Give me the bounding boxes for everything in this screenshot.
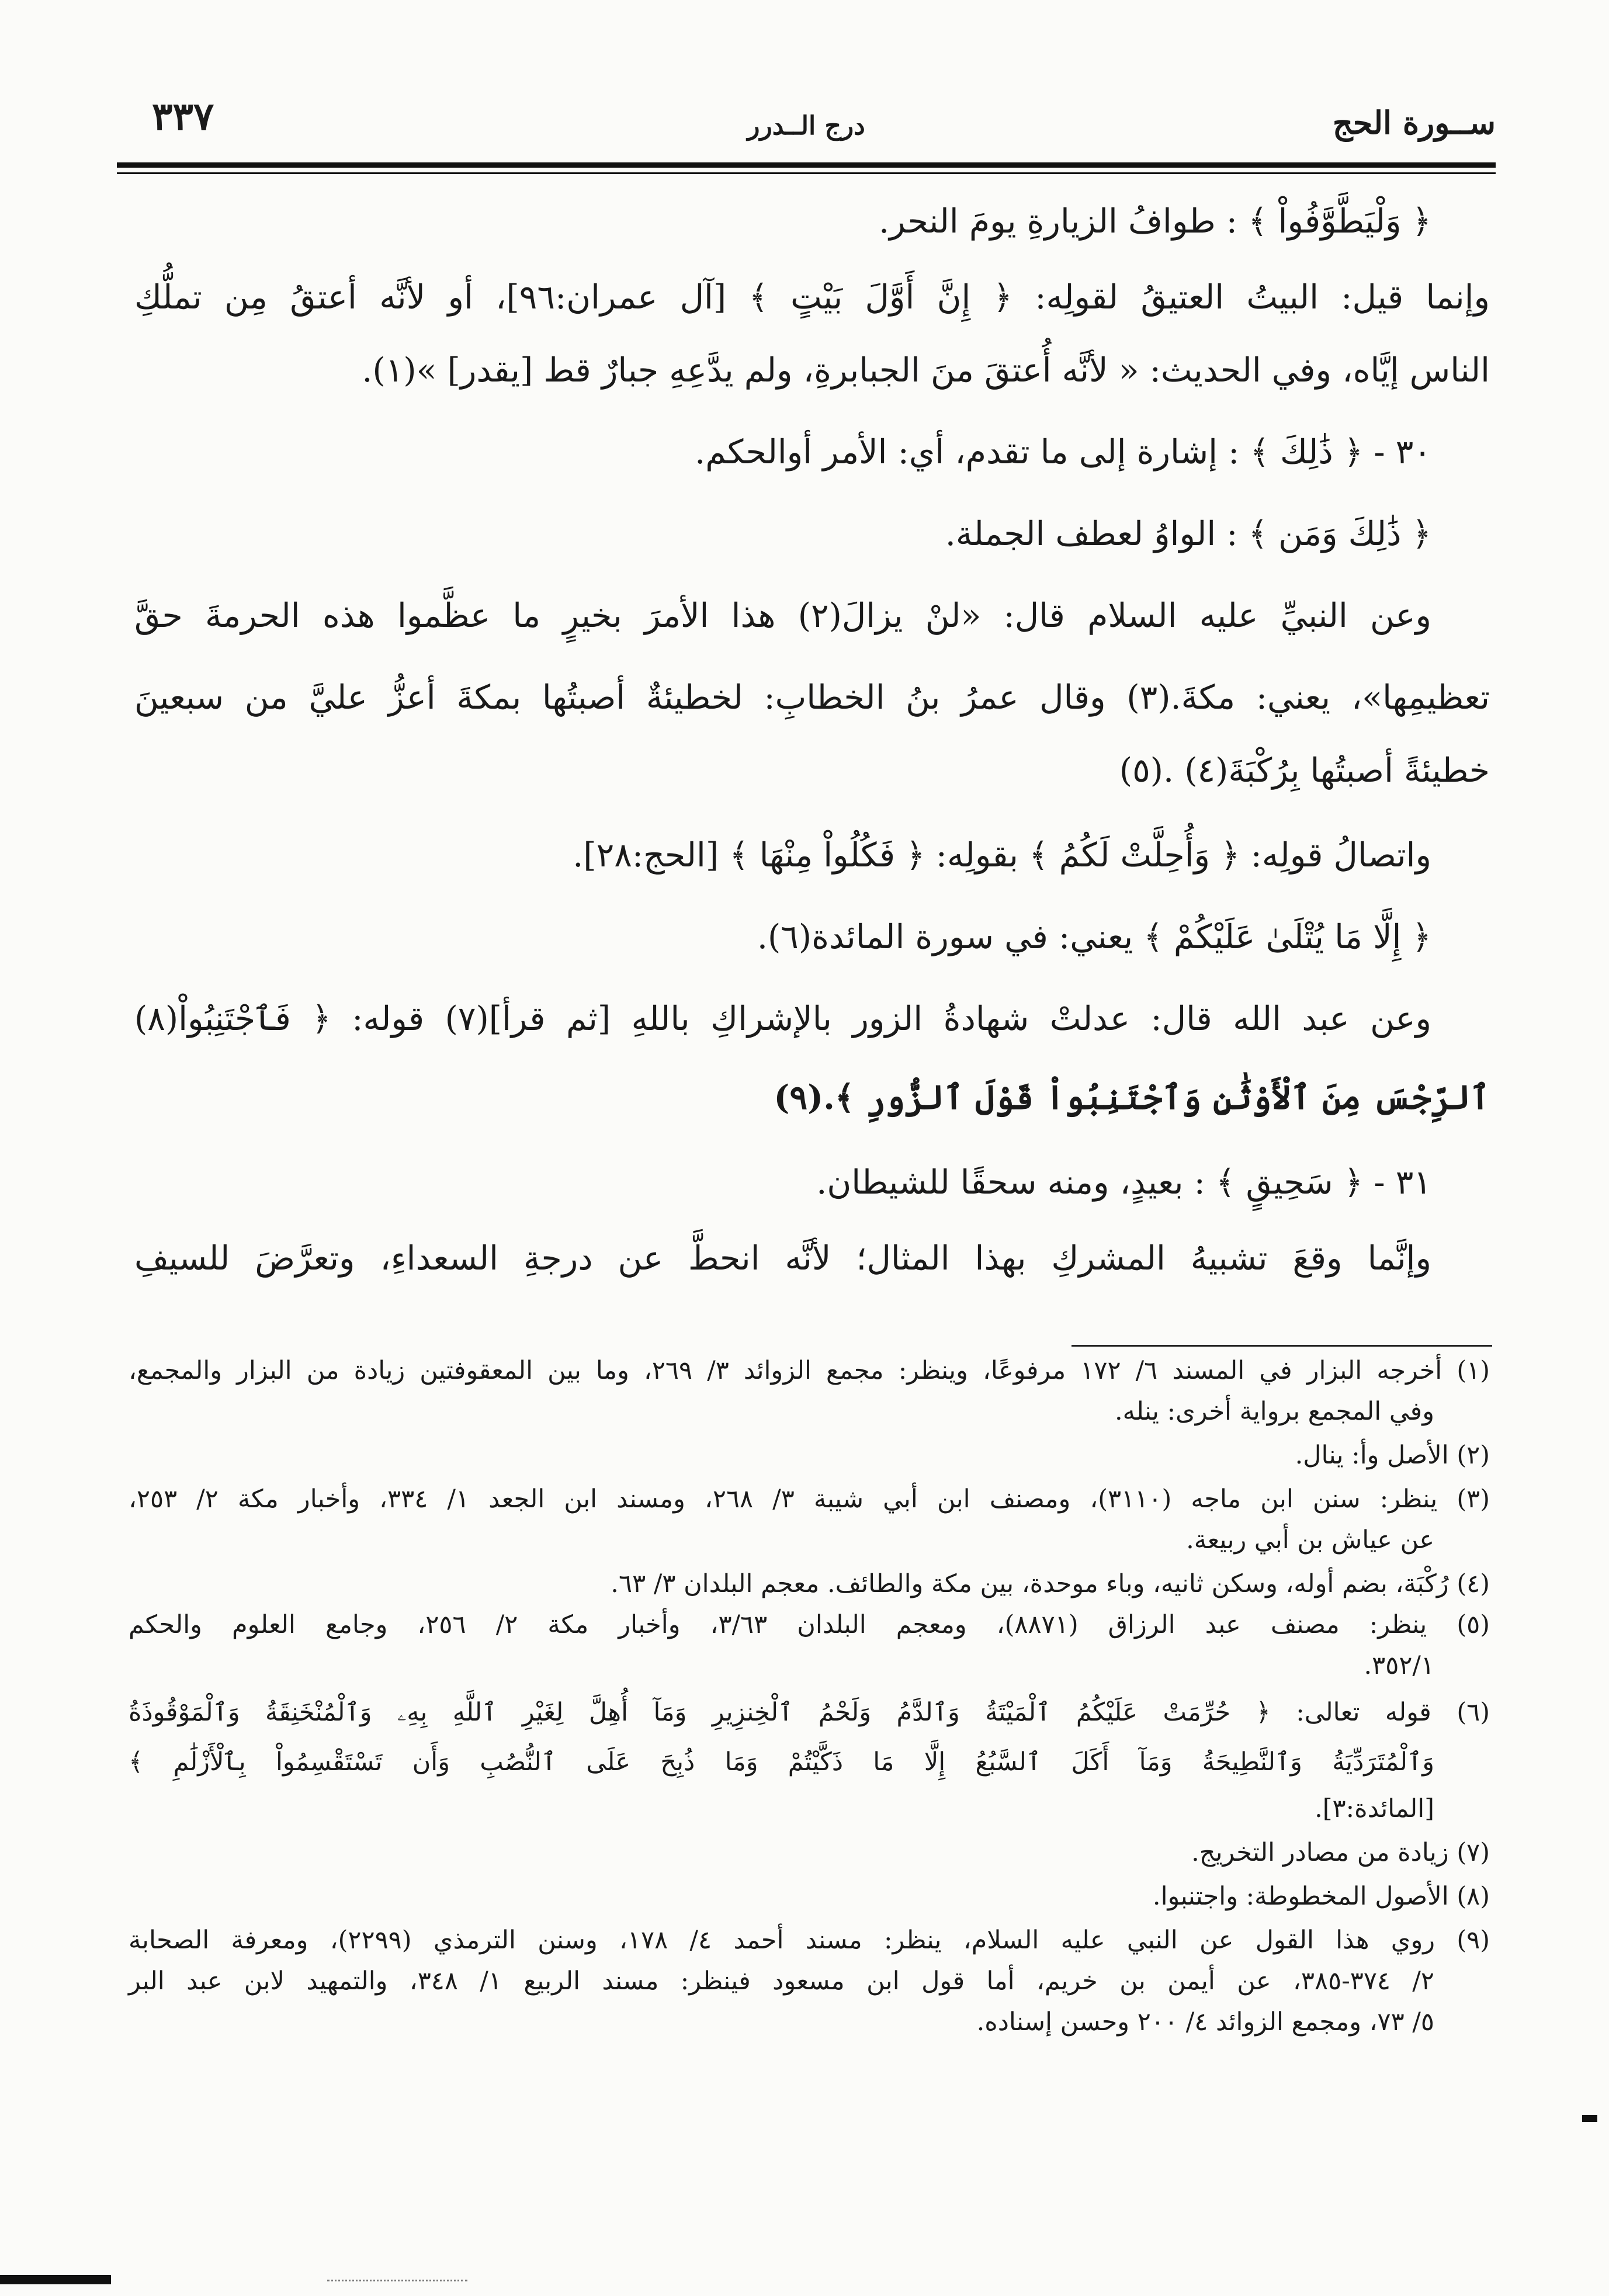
footnote-line: وفي المجمع برواية أخرى: ينله. bbox=[1115, 1397, 1434, 1426]
footnote-line: ٣٥٢/١. bbox=[1364, 1651, 1434, 1680]
footnote-line: (٨) الأصول المخطوطة: واجتنبوا. bbox=[1152, 1882, 1490, 1911]
margin-mark bbox=[1582, 2115, 1597, 2122]
text-line: ﴿ إِلَّا مَا يُتْلَىٰ عَلَيْكُمْ ﴾ يعني: في سورة المائدة(٦). bbox=[757, 918, 1431, 956]
footnote-line: (٤) رُكْبَة، بضم أوله، وسكن ثانيه، وباء موحدة، بين مكة والطائف. معجم البلدان ٣/ ٦٣. bbox=[611, 1569, 1490, 1598]
text-line: الناس إيَّاه، وفي الحديث: « لأنَّه أُعتقَ منَ الجبابرةِ، ولم يدَّعِهِ جبارٌ قط [يقدر] »(١). bbox=[362, 351, 1490, 390]
text-line: ﴿ ذَٰلِكَ وَمَن ﴾ : الواوُ لعطف الجملة. bbox=[945, 515, 1431, 553]
footnote-line: (١) أخرجه البزار في المسند ٦/ ١٧٢ مرفوعًا، وينظر: مجمع الزوائد ٣/ ٢٦٩، وما بين المعقوفتين زيادة من البزار والمجمع، bbox=[129, 1356, 1490, 1385]
text-line: واتصالُ قولِه: ﴿ وَأُحِلَّتْ لَكُمُ ﴾ بقولِه: ﴿ فَكُلُواْ مِنْهَا ﴾ [الحج:٢٨]. bbox=[573, 836, 1431, 875]
text-line: وعن النبيِّ عليه السلام قال: «لنْ يزالَ(٢) هذا الأمرَ بخيرٍ ما عظَّموا هذه الحرمةَ حقَّ bbox=[134, 596, 1431, 635]
text-line: خطيئةً أصبتُها بِرُكْبَةَ(٤) .(٥) bbox=[1119, 751, 1490, 790]
footnote-line: ٢/ ٣٧٤-٣٨٥، عن أيمن بن خريم، أما قول ابن مسعود فينظر: مسند الربيع ١/ ٣٤٨، والتمهيد لابن عبد البر bbox=[129, 1966, 1435, 1996]
scan-edge-dots bbox=[327, 2280, 467, 2283]
text-line: ٣١ - ﴿ سَحِيقٍ ﴾ : بعيدٍ، ومنه سحقًا للشيطان. bbox=[816, 1163, 1431, 1202]
scan-edge-bar bbox=[0, 2275, 111, 2284]
footnote-line: (٧) زيادة من مصادر التخريج. bbox=[1191, 1838, 1490, 1867]
footnote-line: وَٱلْمُتَرَدِّيَةُ وَٱلنَّطِيحَةُ وَمَآ أَكَلَ ٱلسَّبُعُ إِلَّا مَا ذَكَّيْتُمْ وَمَا ذُبِحَ عَلَى ٱلنُّصُبِ وَأَن تَسْتَقْسِمُواْ بِٱلْأَزْلَٰمِ ﴾ bbox=[129, 1747, 1434, 1777]
footnote-line: (٥) ينظر: مصنف عبد الرزاق (٨٨٧١)، ومعجم البلدان ٣/٦٣، وأخبار مكة ٢/ ٢٥٦، وجامع العلوم والحكم bbox=[129, 1610, 1490, 1639]
footnote-line: (٣) ينظر: سنن ابن ماجه (٣١١٠)، ومصنف ابن أبي شيبة ٣/ ٢٦٨، ومسند ابن الجعد ١/ ٣٣٤، وأخبار مكة ٢/ ٢٥٣، bbox=[129, 1485, 1490, 1514]
header-rule-thick bbox=[117, 162, 1496, 168]
header-rule-thin bbox=[117, 172, 1496, 174]
text-line: وعن عبد الله قال: عدلتْ شهادةُ الزور بالإشراكِ باللهِ [ثم قرأ](٧) قوله: ﴿ فَٱجْتَنِبُواْ(٨) bbox=[134, 1000, 1431, 1038]
footnote-line: (٢) الأصل وأ: ينال. bbox=[1295, 1441, 1490, 1470]
running-header bbox=[117, 88, 1496, 152]
text-line: ٱلرِّجْسَ مِنَ ٱلْأَوْثَٰنِ وَٱجْتَنِبُواْ قَوْلَ ٱلزُّورِ ﴾.(٩) bbox=[774, 1078, 1490, 1117]
surah-title: ســورة الحج bbox=[1332, 104, 1496, 141]
footnote-separator bbox=[1071, 1345, 1492, 1347]
footnote-line: [المائدة:٣]. bbox=[1315, 1794, 1434, 1823]
text-line: وإنما قيل: البيتُ العتيقُ لقولِه: ﴿ إِنَّ أَوَّلَ بَيْتٍ ﴾ [آل عمران:٩٦]، أو لأنَّه أعتقُ مِن تملُّكِ bbox=[134, 278, 1490, 317]
footnote-line: (٩) روي هذا القول عن النبي عليه السلام، ينظر: مسند أحمد ٤/ ١٧٨، وسنن الترمذي (٢٢٩٩)، ومعرفة الصحابة bbox=[129, 1926, 1490, 1955]
page-number: ٣٣٧ bbox=[152, 93, 214, 139]
text-line: وإنَّما وقعَ تشبيهُ المشركِ بهذا المثال؛ لأنَّه انحطَّ عن درجةِ السعداءِ، وتعرَّضَ للسيفِ bbox=[134, 1239, 1431, 1278]
book-title: درج الــدرر bbox=[747, 111, 865, 141]
text-line: تعظيمِها»، يعني: مكةَ.(٣) وقال عمرُ بنُ الخطابِ: لخطيئةٌ أصبتُها بمكةَ أعزُّ عليَّ من سبعينَ bbox=[134, 678, 1490, 717]
text-line: ٣٠ - ﴿ ذَٰلِكَ ﴾ : إشارة إلى ما تقدم، أي: الأمر أوالحكم. bbox=[695, 433, 1431, 471]
text-line: ﴿ وَلْيَطَّوَّفُواْ ﴾ : طوافُ الزيارةِ يومَ النحر. bbox=[878, 202, 1431, 241]
footnote-line: عن عياش بن أبي ربيعة. bbox=[1186, 1525, 1434, 1555]
footnote-line: ٥/ ٧٣، ومجمع الزوائد ٤/ ٢٠٠ وحسن إسناده. bbox=[976, 2007, 1434, 2037]
footnote-line: (٦) قوله تعالى: ﴿ حُرِّمَتْ عَلَيْكُمُ ٱلْمَيْتَةُ وَٱلدَّمُ وَلَحْمُ ٱلْخِنزِيرِ وَمَآ أُهِلَّ لِغَيْرِ ٱللَّهِ بِهِۦ وَٱلْمُنْخَنِقَةُ وَٱلْمَوْقُوذَةُ bbox=[129, 1698, 1490, 1727]
